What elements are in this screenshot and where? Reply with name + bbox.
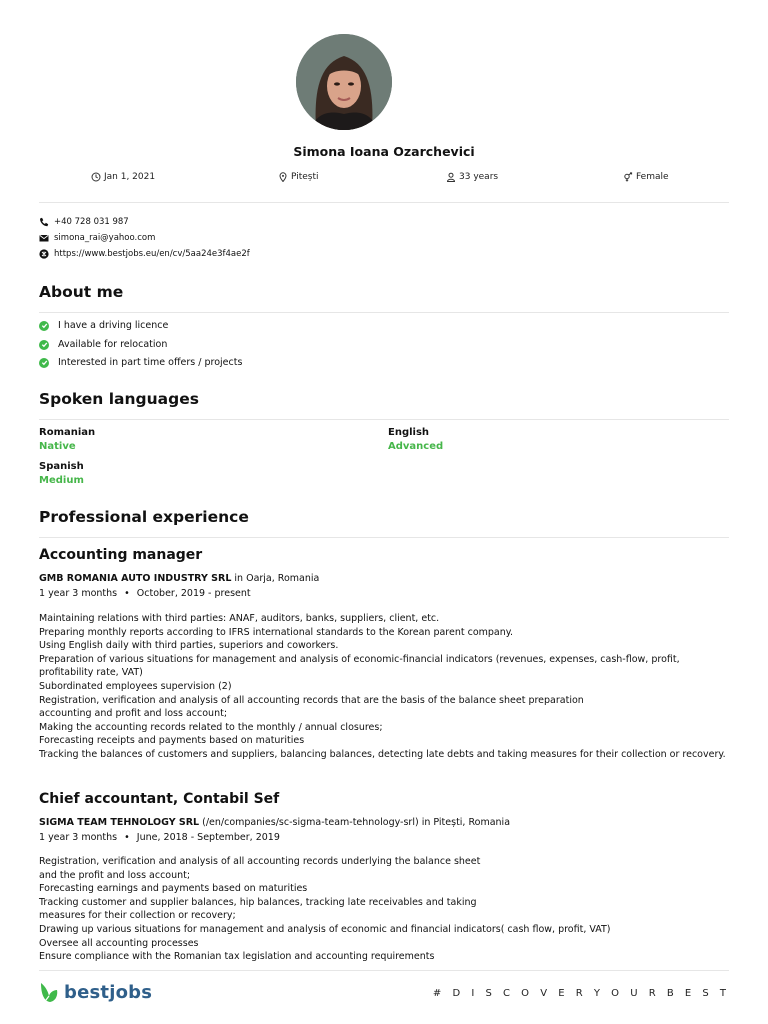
- job-desc-line: Registration, verification and analysis of all accounting records that are the basis of the balance sheet preparation: [39, 694, 584, 706]
- about-item: [39, 357, 242, 368]
- job-desc-line: Using English daily with third parties, superiors and coworkers.: [39, 640, 339, 652]
- location-pin-icon: [278, 172, 288, 182]
- job-company-name: GMB ROMANIA AUTO INDUSTRY SRL: [39, 573, 232, 584]
- contact-phone[interactable]: [39, 217, 129, 227]
- contact-url[interactable]: [39, 249, 250, 259]
- user-icon: [446, 172, 456, 182]
- job-desc-line: and the profit and loss account;: [39, 869, 191, 881]
- job-desc-line: Preparation of various situations for management and analysis of economic-financial indicators (revenues, expenses, cash-flow, profit, profitability rate, VAT): [39, 653, 680, 679]
- job-desc-line: accounting and profit and loss account;: [39, 708, 228, 720]
- divider: [39, 419, 729, 420]
- job-duration: [39, 588, 251, 599]
- envelope-icon: [39, 233, 49, 243]
- job-desc-line: Preparing monthly reports according to IFRS international standards to the Korean parent company.: [39, 626, 514, 638]
- job-desc-line: Registration, verification and analysis of all accounting records underlying the balance sheet: [39, 856, 481, 867]
- gender-icon: [623, 172, 633, 182]
- job-desc-line: Oversee all accounting processes: [39, 937, 199, 949]
- about-item-text: Available for relocation: [58, 339, 168, 350]
- meta-gender: [623, 172, 669, 182]
- footer-tagline: # D I S C O V E R Y O U R B E S T: [432, 988, 730, 999]
- about-item-text: Interested in part time offers / projects: [58, 357, 243, 368]
- language-level: Native: [39, 441, 76, 452]
- meta-date-text: Jan 1, 2021: [104, 172, 156, 182]
- contact-email-text: simona_rai@yahoo.com: [54, 233, 156, 243]
- meta-age-text: 33 years: [459, 172, 499, 182]
- job-location: (/en/companies/sc-sigma-team-tehnology-srl) in Pitești, Romania: [199, 817, 511, 828]
- job-desc-line: Tracking the balances of customers and suppliers, balancing balances, detecting late debts and taking measures for their collection or recovery.: [39, 748, 726, 760]
- bestjobs-link-icon: [39, 249, 49, 259]
- contact-phone-text: +40 728 031 987: [54, 217, 129, 227]
- job-title: Accounting manager: [39, 547, 203, 563]
- about-item: [39, 339, 167, 350]
- meta-date: [91, 172, 155, 182]
- job-desc-line: Forecasting earnings and payments based on maturities: [39, 883, 308, 895]
- meta-gender-text: Female: [636, 172, 669, 182]
- bullet-separator: •: [124, 832, 130, 843]
- clock-icon: [91, 172, 101, 182]
- divider: [39, 537, 729, 538]
- profile-name: Simona Ioana Ozarchevici: [293, 144, 475, 159]
- job-duration: [39, 832, 280, 843]
- meta-city-text: Pitești: [291, 172, 319, 182]
- phone-icon: [39, 217, 49, 227]
- job-desc-line: Drawing up various situations for management and analysis of economic and financial indicators( cash flow, profit, VAT): [39, 923, 611, 935]
- job-title: Chief accountant, Contabil Sef: [39, 791, 280, 807]
- job-desc-line: measures for their collection or recovery;: [39, 910, 236, 922]
- job-duration-text: 1 year 3 months: [39, 588, 118, 599]
- job-company: [39, 573, 319, 584]
- contact-url-text: https://www.bestjobs.eu/en/cv/5aa24e3f4ae2f: [54, 249, 250, 259]
- footer-divider: [39, 970, 729, 971]
- bestjobs-brand: bestjobs: [64, 981, 153, 1003]
- language-name: Romanian: [39, 427, 96, 438]
- job-desc-line: Tracking customer and supplier balances, hip balances, tracking late receivables and taking: [39, 896, 477, 908]
- bullet-separator: •: [124, 588, 130, 599]
- job-period: October, 2019 - present: [136, 588, 251, 599]
- meta-age: [446, 172, 498, 182]
- job-desc-line: Forecasting receipts and payments based on maturities: [39, 735, 305, 747]
- job-company-name: SIGMA TEAM TEHNOLOGY SRL: [39, 817, 200, 828]
- bestjobs-leaf-icon: [38, 980, 60, 1004]
- language-name: English: [388, 427, 430, 438]
- job-period: June, 2018 - September, 2019: [136, 832, 280, 843]
- job-description: [39, 855, 729, 964]
- profile-photo: [296, 34, 392, 130]
- bestjobs-logo[interactable]: [38, 980, 152, 1004]
- job-duration-text: 1 year 3 months: [39, 832, 118, 843]
- check-circle-icon: [39, 358, 49, 368]
- check-circle-icon: [39, 321, 49, 331]
- job-desc-line: Ensure compliance with the Romanian tax legislation and accounting requirements: [39, 951, 435, 963]
- job-desc-line: Subordinated employees supervision (2): [39, 680, 232, 692]
- divider: [39, 202, 729, 203]
- avatar: [296, 34, 392, 130]
- language-name: Spanish: [39, 461, 84, 472]
- job-description: [39, 612, 729, 762]
- divider: [39, 312, 729, 313]
- experience-title: Professional experience: [39, 508, 249, 526]
- meta-city: [278, 172, 319, 182]
- about-item-text: I have a driving licence: [58, 320, 169, 331]
- job-location: in Oarja, Romania: [231, 573, 320, 584]
- job-company: [39, 817, 510, 828]
- language-level: Medium: [39, 475, 84, 486]
- contact-email[interactable]: [39, 233, 155, 243]
- languages-title: Spoken languages: [39, 390, 199, 408]
- job-desc-line: Maintaining relations with third parties: ANAF, auditors, banks, suppliers, client, etc.: [39, 613, 440, 624]
- job-desc-line: Making the accounting records related to the monthly / annual closures;: [39, 721, 383, 733]
- about-item: [39, 320, 168, 331]
- about-title: About me: [39, 283, 124, 301]
- language-level: Advanced: [388, 441, 444, 452]
- check-circle-icon: [39, 340, 49, 350]
